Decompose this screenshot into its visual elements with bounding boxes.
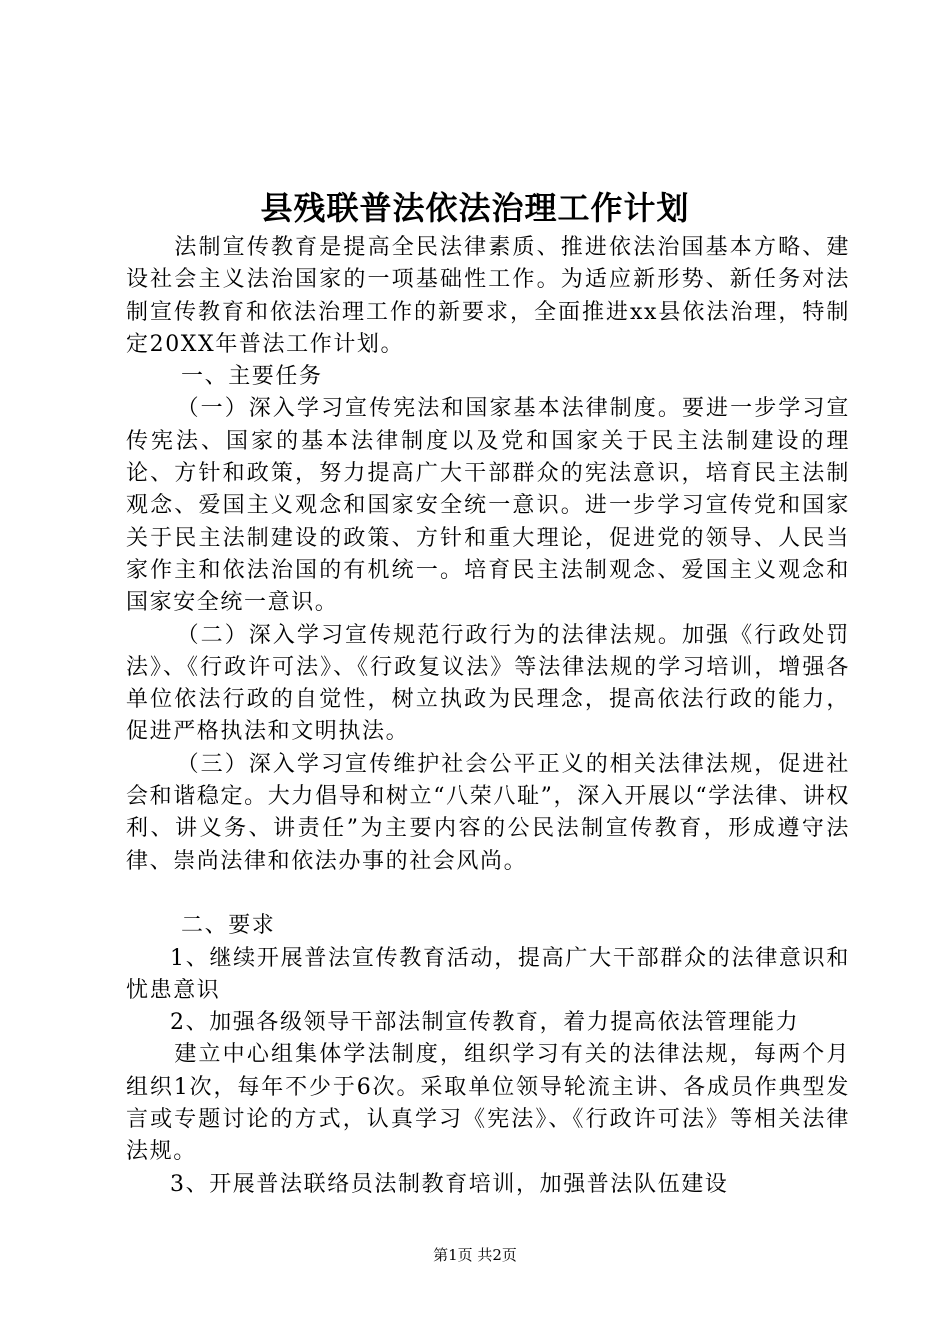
requirement-2-detail: 建立中心组集体学法制度，组织学习有关的法律法规，每两个月组织1次，每年不少于6次。采取单位领导轮流主讲、各成员作典型发言或专题讨论的方式，认真学习《宪法》、《行政许可法》等相关法律法规。 (126, 1042, 850, 1165)
paragraph-spacer (126, 878, 850, 910)
page-footer: 第1页 共2页 (433, 1246, 517, 1264)
requirement-1: 1、继续开展普法宣传教育活动，提高广大干部群众的法律意识和忧患意识 (126, 945, 850, 1003)
section-heading-main-tasks: 一、主要任务 (181, 364, 323, 390)
section-heading-requirements: 二、要求 (181, 913, 276, 939)
requirement-2: 2、加强各级领导干部法制宣传教育，着力提高依法管理能力 (170, 1010, 800, 1036)
task-paragraph-1: （一）深入学习宣传宪法和国家基本法律制度。要进一步学习宣传宪法、国家的基本法律制度以及党和国家关于民主法制建设的理论、方针和政策，努力提高广大干部群众的宪法意识，培育民主法制观念、爱国主义观念和国家安全统一意识。进一步学习宣传党和国家关于民主法制建设的政策、方针和重大理论，促进党的领导、人民当家作主和依法治国的有机统一。培育民主法制观念、爱国主义观念和国家安全统一意识。 (126, 396, 850, 616)
task-paragraph-3: （三）深入学习宣传维护社会公平正义的相关法律法规，促进社会和谐稳定。大力倡导和树立“八荣八耻”，深入开展以“学法律、讲权利、讲义务、讲责任”为主要内容的公民法制宣传教育，形成遵守法律、崇尚法律和依法办事的社会风尚。 (126, 751, 850, 874)
document-title: 县残联普法依法治理工作计划 (260, 189, 690, 227)
intro-paragraph: 法制宣传教育是提高全民法律素质、推进依法治国基本方略、建设社会主义法治国家的一项基础性工作。为适应新形势、新任务对法制宣传教育和依法治理工作的新要求，全面推进xx县依法治理，特制定20XX年普法工作计划。 (126, 235, 850, 357)
requirement-3: 3、开展普法联络员法制教育培训，加强普法队伍建设 (170, 1171, 729, 1197)
task-paragraph-2: （二）深入学习宣传规范行政行为的法律法规。加强《行政处罚法》、《行政许可法》、《行政复议法》等法律法规的学习培训，增强各单位依法行政的自觉性，树立执政为民理念，提高依法行政的能力，促进严格执法和文明执法。 (126, 622, 850, 745)
document-body (126, 232, 850, 1201)
